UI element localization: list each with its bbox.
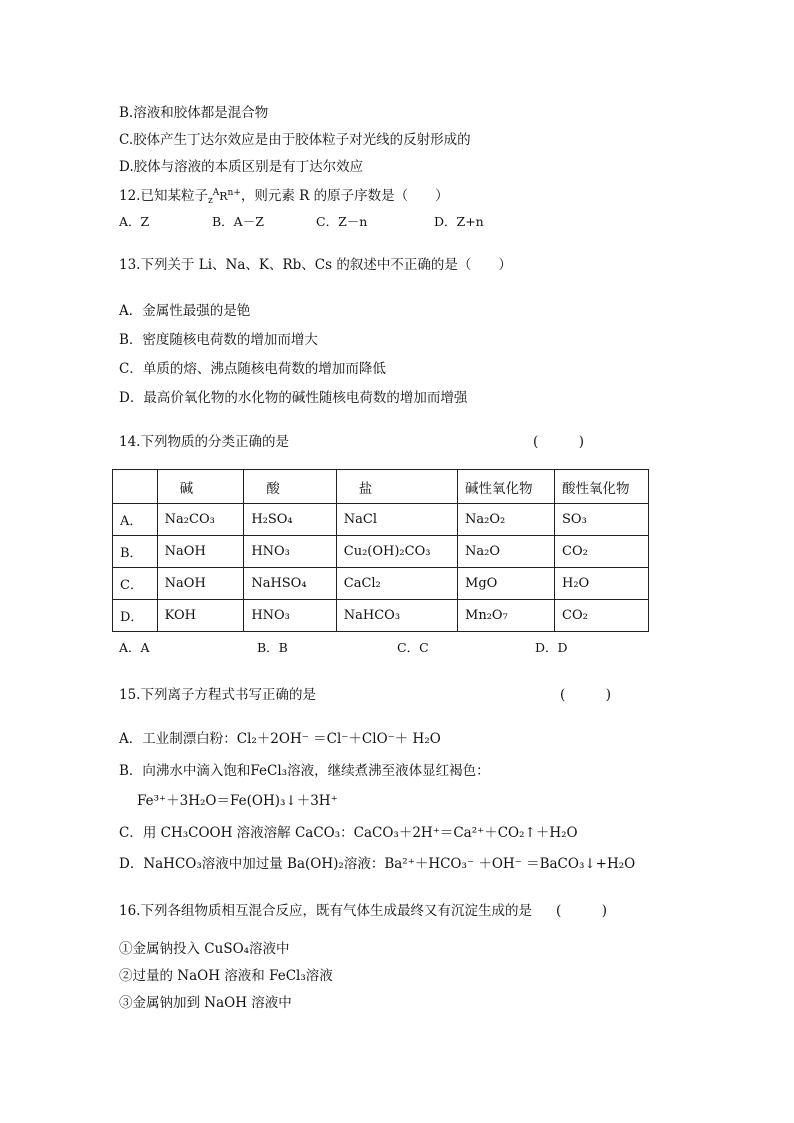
cell-acid: HNO₃ — [244, 536, 336, 568]
cell-basic-oxide: Mn₂O₇ — [458, 600, 555, 632]
q12-particle-charge: n+ — [227, 188, 241, 198]
q12-option-b: B．A－Z — [212, 214, 264, 229]
q14-option-d: D．D — [535, 640, 568, 655]
q12-stem-post: ，则元素 R 的原子序数是（ ） — [240, 188, 449, 204]
cell-salt: Cu₂(OH)₂CO₃ — [336, 536, 457, 568]
table-row — [113, 536, 649, 568]
cell-basic-oxide: MgO — [458, 568, 555, 600]
q16-answer-paren: ( ) — [556, 903, 608, 919]
q15-option-b-equation: Fe³⁺＋3H₂O＝Fe(OH)₃↓＋3H⁺ — [137, 793, 338, 809]
row-label: B． — [113, 536, 158, 568]
q12-stem-pre: 12.已知某粒子 — [119, 188, 208, 204]
cell-basic-oxide: Na₂O — [458, 536, 555, 568]
cell-salt: NaHCO₃ — [336, 600, 457, 632]
q12-stem — [119, 184, 449, 210]
cell-acid: NaHSO₄ — [244, 568, 336, 600]
table-header-row — [113, 470, 649, 504]
cell-acid: HNO₃ — [244, 600, 336, 632]
q14-answer-paren: ( ) — [533, 434, 585, 450]
q12-particle — [207, 188, 241, 206]
cell-acidic-oxide: CO₂ — [555, 536, 649, 568]
cell-base: NaOH — [157, 568, 244, 600]
q16-item-2: ②过量的 NaOH 溶液和 FeCl₃溶液 — [119, 968, 333, 984]
q12-option-a: A．Z — [119, 214, 150, 229]
cell-base: Na₂CO₃ — [157, 504, 244, 536]
cell-base: KOH — [157, 600, 244, 632]
row-label: C． — [113, 568, 158, 600]
q14-stem: 14.下列物质的分类正确的是 — [119, 434, 289, 450]
q15-option-a: A．工业制漂白粉：Cl₂＋2OH⁻ ＝Cl⁻＋ClO⁻＋ H₂O — [119, 731, 441, 747]
q12-particle-symbol: R — [219, 190, 228, 203]
q15-stem: 15.下列离子方程式书写正确的是 — [119, 687, 316, 703]
cell-acidic-oxide: SO₃ — [555, 504, 649, 536]
q13-stem: 13.下列关于 Li、Na、K、Rb、Cs 的叙述中不正确的是（ ） — [119, 257, 512, 273]
q12-particle-a: A — [212, 188, 220, 198]
q16-stem: 16.下列各组物质相互混合反应，既有气体生成最终又有沉淀生成的是 — [119, 903, 532, 919]
cell-basic-oxide: Na₂O₂ — [458, 504, 555, 536]
q14-option-a: A．A — [119, 640, 150, 655]
table-header-salt: 盐 — [336, 470, 457, 504]
q12-option-c: C．Z－n — [316, 214, 368, 229]
table-row — [113, 504, 649, 536]
q15-option-d: D．NaHCO₃溶液中加过量 Ba(OH)₂溶液：Ba²⁺＋HCO₃⁻ ＋OH⁻ ＝BaCO₃↓+H₂O — [119, 856, 636, 872]
cell-salt: CaCl₂ — [336, 568, 457, 600]
q14-option-c: C．C — [397, 640, 429, 655]
q14-option-b: B．B — [257, 640, 288, 655]
table-header-acid: 酸 — [244, 470, 336, 504]
cell-acid: H₂SO₄ — [244, 504, 336, 536]
q13-option-a: A．金属性最强的是铯 — [119, 303, 251, 319]
cell-salt: NaCl — [336, 504, 457, 536]
q13-option-b: B．密度随核电荷数的增加而增大 — [119, 332, 318, 348]
table-header-base: 碱 — [157, 470, 244, 504]
q12-particle-z: z — [207, 196, 213, 206]
cell-base: NaOH — [157, 536, 244, 568]
table-header-blank — [113, 470, 158, 504]
table-row — [113, 600, 649, 632]
q13-option-c: C．单质的熔、沸点随核电荷数的增加而降低 — [119, 361, 386, 377]
q15-answer-paren: ( ) — [560, 687, 612, 703]
q16-item-3: ③金属钠加到 NaOH 溶液中 — [119, 995, 292, 1011]
q13-option-d: D．最高价氧化物的水化物的碱性随核电荷数的增加而增强 — [119, 390, 468, 406]
q15-option-b: B．向沸水中滴入饱和FeCl₃溶液，继续煮沸至液体显红褐色： — [119, 763, 490, 779]
q11-option-b: B.溶液和胶体都是混合物 — [119, 105, 269, 121]
classification-table — [112, 469, 649, 632]
q16-item-1: ①金属钠投入 CuSO₄溶液中 — [119, 941, 290, 957]
cell-acidic-oxide: H₂O — [555, 568, 649, 600]
q11-option-d: D.胶体与溶液的本质区别是有丁达尔效应 — [119, 159, 364, 175]
table-header-acidic-oxide: 酸性氧化物 — [555, 470, 649, 504]
table-row — [113, 568, 649, 600]
row-label: A． — [113, 504, 158, 536]
row-label: D． — [113, 600, 158, 632]
q11-option-c: C.胶体产生丁达尔效应是由于胶体粒子对光线的反射形成的 — [119, 132, 471, 148]
table-header-basic-oxide: 碱性氧化物 — [458, 470, 555, 504]
cell-acidic-oxide: CO₂ — [555, 600, 649, 632]
q15-option-c: C．用 CH₃COOH 溶液溶解 CaCO₃：CaCO₃＋2H⁺＝Ca²⁺＋CO₂↑＋H₂O — [119, 825, 578, 841]
q12-option-d: D．Z+n — [434, 214, 484, 229]
